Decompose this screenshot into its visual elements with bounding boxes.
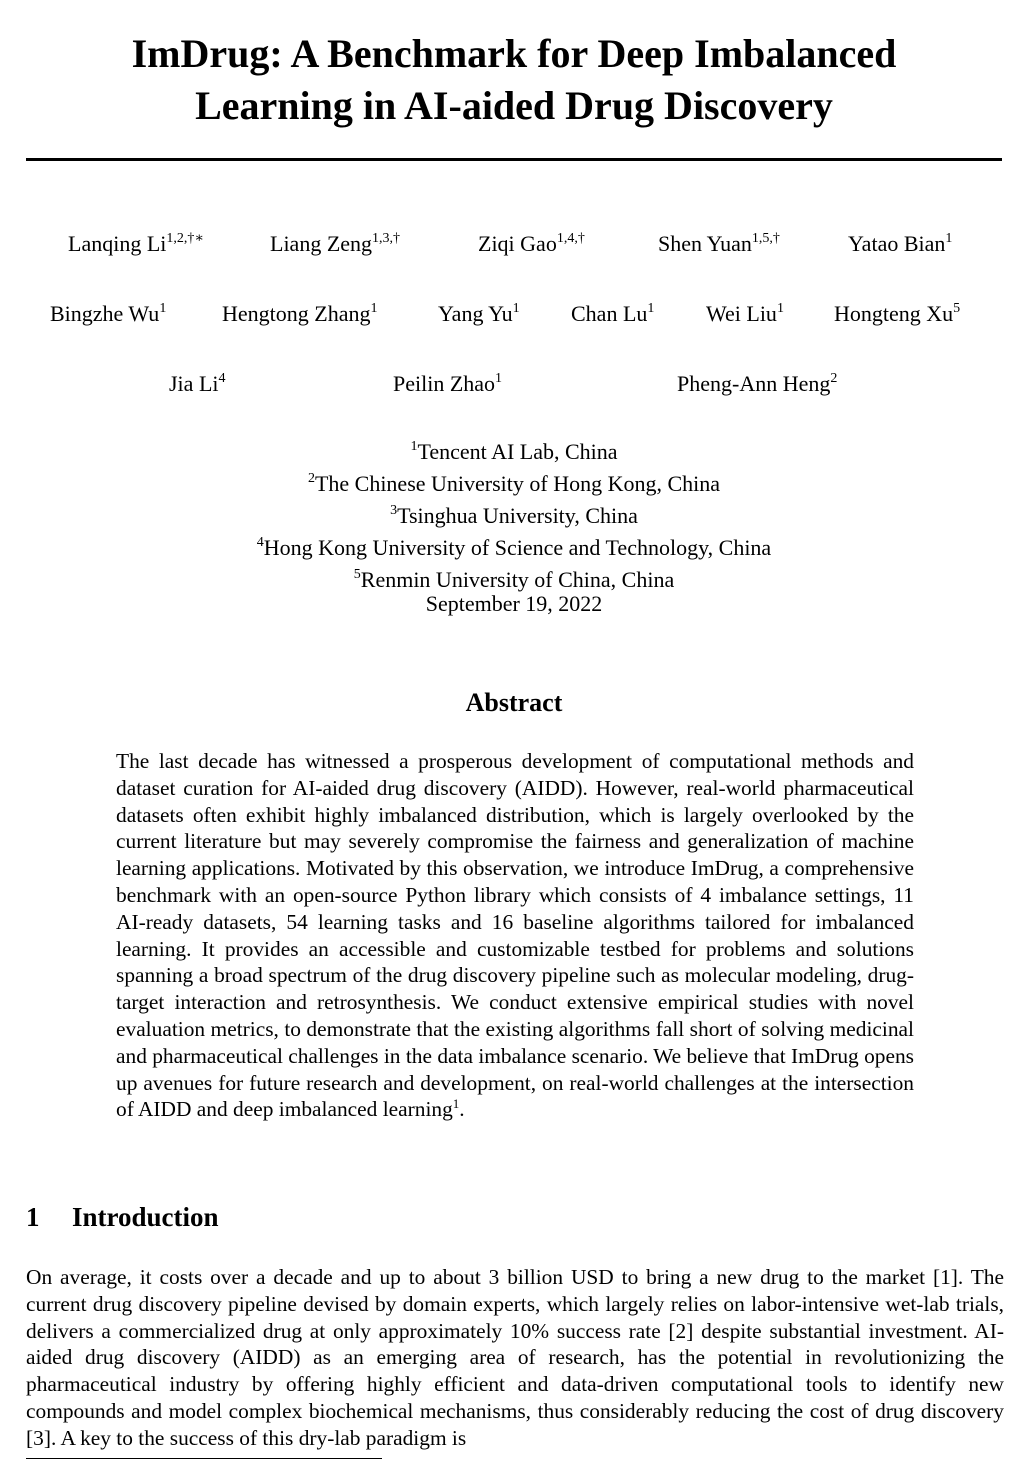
- author-row-2: [26, 300, 1002, 328]
- author: Ziqi Gao$^{1,4,\dagger}$: [478, 231, 585, 256]
- paper-title: [0, 28, 1028, 132]
- affiliation-3: $^3$Tsinghua University, China: [390, 503, 638, 528]
- author: Wei Liu$^1$: [706, 301, 784, 326]
- author: Bingzhe Wu$^1$: [50, 301, 167, 326]
- affiliation-4: $^4$Hong Kong University of Science and Technology, China: [256, 535, 772, 560]
- section-heading-introduction: [26, 1200, 1002, 1234]
- footnote-marker[interactable]: 1: [452, 1096, 460, 1112]
- author-row-1: [26, 230, 1002, 258]
- section-number: 1: [26, 1202, 40, 1232]
- abstract-text: The last decade has witnessed a prosperous development of computational methods and dataset curation for AI-aided drug discovery (AIDD). However, real-world pharmaceutical datasets often exhibit highly imbalanced distribution, which is largely overlooked by the current literature but may severely compromise the fairness and generalization of machine learning applications. Motivated by this observation, we introduce ImDrug, a comprehensive benchmark with an open-source Python library which consists of 4 imbalance settings, 11 AI-ready datasets, 54 learning tasks and 16 baseline algorithms tailored for imbalanced learning. It provides an accessible and customizable testbed for problems and solutions spanning a broad spectrum of the drug discovery pipeline such as molecular modeling, drug-target interaction and retrosynthesis. We conduct extensive empirical studies with novel evaluation metrics, to demonstrate that the existing algorithms fall short of solving medicinal and pharmaceutical challenges in the data imbalance scenario. We believe that ImDrug opens up avenues for future research and development, on real-world challenges at the intersection of AIDD and deep imbalanced learning$^1$.: [116, 749, 914, 1122]
- title-line-2: Learning in AI-aided Drug Discovery: [195, 83, 833, 128]
- author: Pheng-Ann Heng$^2$: [677, 371, 838, 396]
- title-line-1: ImDrug: A Benchmark for Deep Imbalanced: [131, 31, 897, 76]
- author: Hengtong Zhang$^1$: [222, 301, 378, 326]
- author-row-3: [26, 370, 1002, 398]
- affiliation-1: $^1$Tencent AI Lab, China: [410, 439, 618, 464]
- paper-date: September 19, 2022: [425, 591, 603, 616]
- author: Hongteng Xu$^5$: [834, 301, 961, 326]
- author: Chan Lu$^1$: [571, 301, 655, 326]
- author: Liang Zeng$^{1,3,\dagger}$: [270, 231, 401, 256]
- author: Lanqing $Li^{1,2,\dagger∗}$: [68, 231, 204, 256]
- author: Jia Li$^4$: [169, 371, 226, 396]
- footnote-rule: [26, 1458, 382, 1459]
- abstract-heading: Abstract: [465, 688, 563, 717]
- affiliation-5: $^5$Renmin University of China, China: [353, 567, 675, 592]
- author: Peilin Zhao$^1$: [393, 371, 503, 396]
- affiliations: [0, 438, 1028, 598]
- title-rule: [26, 158, 1002, 161]
- author: Yang Yu$^1$: [438, 301, 520, 326]
- introduction-text: On average, it costs over a decade and up to about 3 billion USD to bring a new drug to the market [1]. The current drug discovery pipeline devised by domain experts, which largely relies on labor-intensive wet-lab trials, delivers a commercialized drug at only approximately 10% success rate [2] despite substantial investment. AI-aided drug discovery (AIDD) as an emerging area of research, has the potential in revolutionizing the pharmaceutical industry by offering highly efficient and data-driven computational tools to identify new compounds and model complex biochemical mechanisms, thus considerably reducing the cost of drug discovery [3]. A key to the success of this dry-lab paradigm is: [26, 1265, 1004, 1450]
- affiliation-2: $^2$The Chinese University of Hong Kong, China: [307, 471, 721, 496]
- section-title: Introduction: [72, 1202, 219, 1232]
- author: Yatao Bian$^1$: [848, 231, 953, 256]
- author: Shen Yuan$^{1,5,\dagger}$: [658, 231, 780, 256]
